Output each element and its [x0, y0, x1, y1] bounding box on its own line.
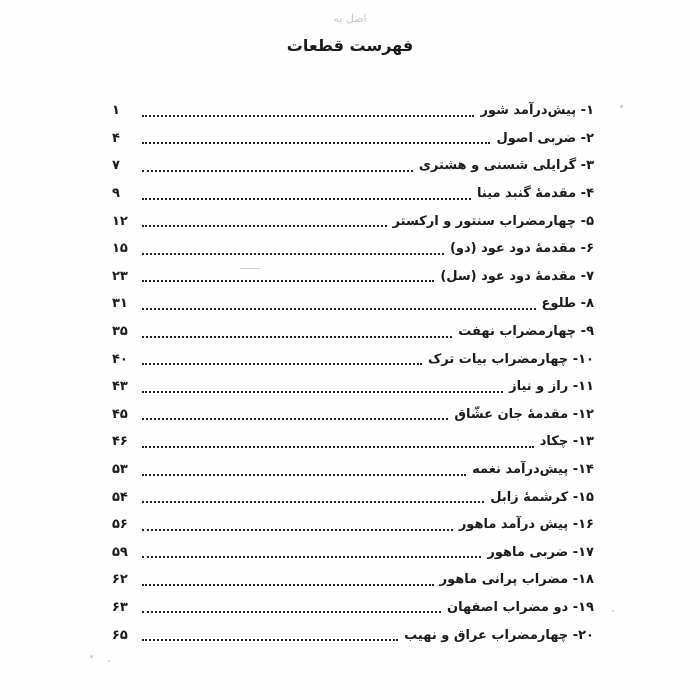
toc-item-title: ۱- پیش‌درآمد شور [480, 103, 594, 119]
toc-row [112, 594, 594, 622]
dot-leader [142, 253, 444, 255]
toc-row [112, 511, 594, 539]
toc-row [112, 428, 594, 456]
toc-row [112, 290, 594, 318]
dot-leader [142, 584, 434, 586]
dot-leader [142, 280, 434, 282]
toc-row [112, 180, 594, 208]
toc-row [112, 318, 594, 346]
toc-page-number: ۵۴ [112, 489, 128, 505]
dot-leader [142, 142, 490, 144]
toc-row [112, 345, 594, 373]
toc-row [112, 97, 594, 125]
toc-item-title: ۱۸- مضراب پرانی ماهور [439, 572, 594, 588]
dot-leader [142, 363, 422, 365]
page-title: فهرست قطعات [286, 36, 414, 55]
toc-page-number: ۱۲ [112, 213, 128, 229]
toc-row [112, 235, 594, 263]
toc-row [112, 566, 594, 594]
paper-speck [240, 268, 260, 269]
toc-page-number: ۵۹ [112, 544, 128, 560]
dot-leader [142, 225, 387, 227]
dot-leader [142, 198, 471, 200]
toc-row [112, 263, 594, 291]
toc-item-title: ۸- طلوع [541, 296, 594, 312]
toc-page-number: ۳۱ [112, 296, 128, 312]
dot-leader [142, 611, 441, 613]
toc-row [112, 152, 594, 180]
paper-speck [108, 660, 110, 662]
paper-speck [90, 655, 93, 658]
table-of-contents [112, 97, 594, 649]
dot-leader [142, 474, 466, 476]
toc-page-number: ۵۳ [112, 462, 128, 478]
toc-item-title: ۲- ضربی اصول [496, 130, 594, 146]
dot-leader [142, 639, 398, 641]
toc-page-number: ۶۵ [112, 627, 128, 643]
toc-row [112, 483, 594, 511]
toc-item-title: ۱۵- کرشمهٔ زابل [490, 489, 594, 505]
toc-row [112, 207, 594, 235]
toc-row [112, 539, 594, 567]
toc-item-title: ۲۰- چهارمضراب عراق و نهیب [404, 627, 594, 643]
dot-leader [142, 336, 452, 338]
toc-row [112, 373, 594, 401]
toc-row [112, 401, 594, 429]
toc-item-title: ۹- چهارمضراب نهفت [458, 324, 594, 340]
toc-page-number: ۱۵ [112, 241, 128, 257]
dot-leader [142, 446, 534, 448]
toc-row [112, 125, 594, 153]
toc-item-title: ۶- مقدمهٔ دود عود (دو) [449, 241, 594, 257]
toc-item-title: ۷- مقدمهٔ دود عود (سل) [440, 268, 594, 284]
toc-page-number: ۲۳ [112, 268, 128, 284]
dot-leader [142, 418, 448, 420]
paper-speck [620, 105, 623, 108]
faint-header-mark: اصل به [333, 12, 367, 25]
toc-page-number: ۹ [112, 186, 120, 202]
toc-item-title: ۱۰- چهارمضراب بیات ترک [427, 351, 594, 367]
toc-item-title: ۱۳- چکاد [539, 434, 594, 450]
toc-row [112, 456, 594, 484]
toc-page-number: ۵۶ [112, 517, 128, 533]
dot-leader [142, 170, 413, 172]
toc-item-title: ۱۹- دو مضراب اصفهان [447, 599, 594, 615]
toc-item-title: ۵- چهارمضراب سنتور و ارکستر [392, 213, 594, 229]
toc-page-number: ۴ [112, 130, 120, 146]
toc-page-number: ۷ [112, 158, 120, 174]
toc-item-title: ۱۲- مقدمهٔ جان عشّاق [454, 406, 594, 422]
toc-item-title: ۱۶- پیش درآمد ماهور [458, 517, 594, 533]
dot-leader [142, 308, 536, 310]
toc-page-number: ۴۰ [112, 351, 128, 367]
toc-page-number: ۴۶ [112, 434, 128, 450]
toc-item-title: ۴- مقدمهٔ گنبد مینا [477, 186, 594, 202]
toc-row [112, 621, 594, 649]
toc-page-number: ۴۳ [112, 379, 128, 395]
dot-leader [142, 529, 453, 531]
dot-leader [142, 391, 503, 393]
toc-page-number: ۶۳ [112, 599, 128, 615]
dot-leader [142, 556, 481, 558]
toc-page-number: ۴۵ [112, 406, 128, 422]
toc-page-number: ۶۲ [112, 572, 128, 588]
toc-item-title: ۳- گرایلی شسنی و هشتری [419, 158, 594, 174]
toc-item-title: ۱۱- راز و نیاز [509, 379, 594, 395]
toc-page-number: ۳۵ [112, 324, 128, 340]
paper-speck [612, 610, 614, 612]
dot-leader [142, 501, 484, 503]
toc-item-title: ۱۴- پیش‌درآمد نغمه [472, 462, 594, 478]
toc-page-number: ۱ [112, 103, 120, 119]
toc-item-title: ۱۷- ضربی ماهور [487, 544, 594, 560]
dot-leader [142, 115, 474, 117]
